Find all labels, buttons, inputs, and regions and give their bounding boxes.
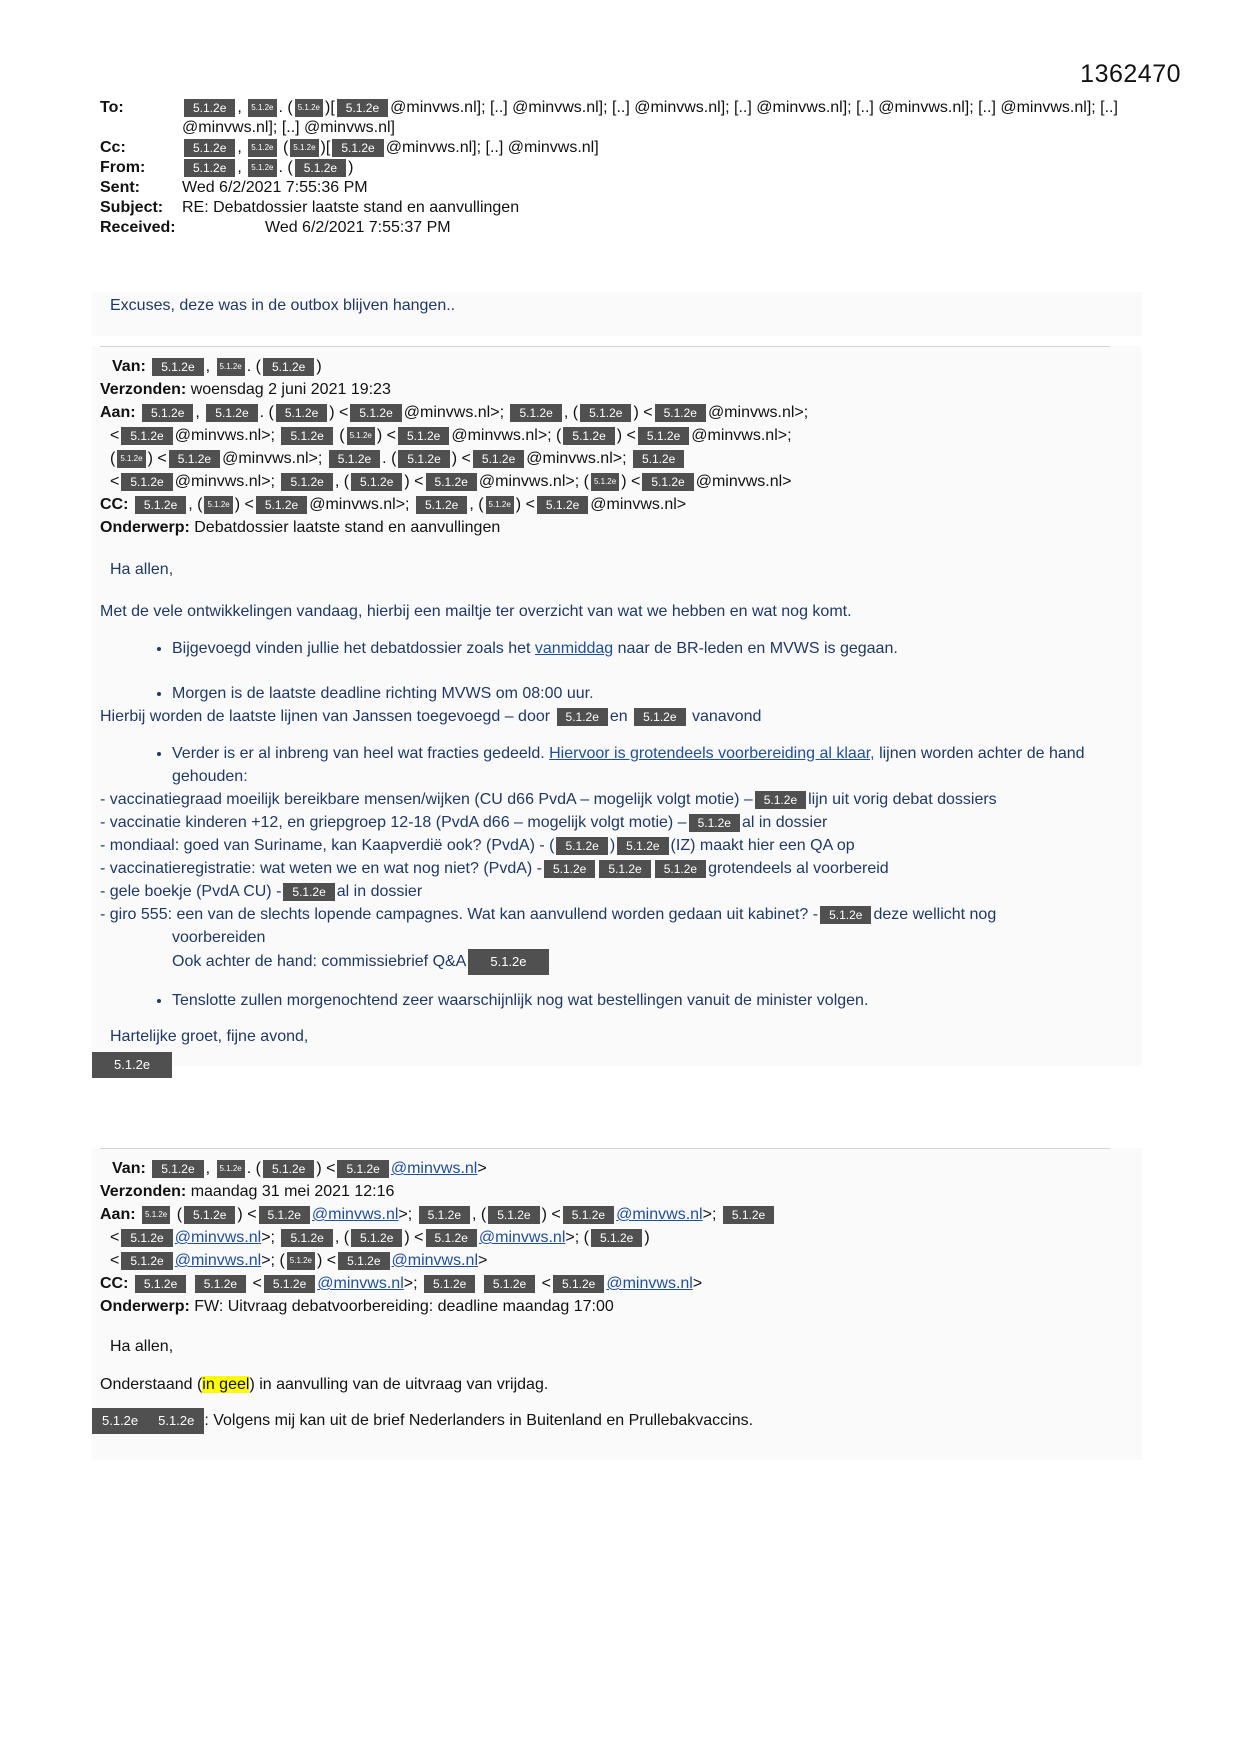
subject-value: RE: Debatdossier laatste stand en aanvullingen	[182, 199, 520, 216]
redaction: 5.1.2e	[617, 837, 668, 855]
intro-block	[92, 292, 1142, 336]
redaction: 5.1.2e	[332, 139, 383, 157]
from-label: From:	[100, 159, 146, 176]
brief-line	[92, 1408, 1142, 1434]
redaction: 5.1.2e	[553, 1275, 604, 1293]
addition-text: ) in aanvulling van de uitvraag van vrijdag.	[249, 1376, 549, 1393]
redaction: 5.1.2e	[281, 1229, 332, 1247]
redaction: 5.1.2e	[121, 427, 172, 445]
redaction: 5.1.2e	[638, 427, 689, 445]
intro-line: Excuses, deze was in de outbox blijven hangen..	[110, 297, 456, 314]
bullet-item	[172, 742, 1142, 788]
redaction: 5.1.2e	[655, 860, 706, 878]
bullet-item: • Morgen is de laatste deadline richting MVWS om 08:00 uur.	[172, 682, 1142, 705]
dash-item	[92, 880, 1142, 903]
redaction: 5.1.2e	[351, 1229, 402, 1247]
from-row	[100, 158, 1150, 178]
email-suffix: @minvws.nl>;	[451, 427, 552, 444]
redaction: 5.1.2e	[169, 450, 220, 468]
sent-value: Wed 6/2/2021 7:55:36 PM	[182, 179, 368, 196]
janssen-text: vanavond	[691, 708, 762, 725]
bullet-list-3	[92, 742, 1142, 788]
redaction: 5.1.2e	[350, 404, 401, 422]
email-suffix: @minvws.nl>;	[478, 473, 580, 490]
bullet-text: Bijgevoegd vinden jullie het debatdossier zoals het	[172, 640, 535, 657]
sent-row	[100, 178, 1150, 198]
redaction: 5.1.2e	[642, 473, 693, 491]
bullet-item: • Tenslotte zullen morgenochtend zeer waarschijnlijk nog wat bestellingen vanuit de minister volgen.	[172, 989, 1142, 1012]
cc-label: CC:	[100, 1275, 129, 1292]
dash-item	[92, 811, 1142, 834]
redaction: 5.1.2e	[295, 159, 346, 177]
dash-item	[92, 788, 1142, 811]
email-link[interactable]: @minvws.nl	[174, 1229, 262, 1246]
dash-item	[92, 834, 1142, 857]
aan-label: Aan:	[100, 404, 136, 421]
email-suffix: @minvws.nl>;	[707, 404, 809, 421]
redaction: 5.1.2e	[723, 1206, 774, 1224]
redaction: 5.1.2e	[426, 473, 477, 491]
redaction: 5.1.2e	[419, 1206, 470, 1224]
sent-label: Sent:	[100, 179, 140, 196]
received-label: Received:	[100, 219, 176, 236]
dash-text: grotendeels al voorbereid	[708, 860, 889, 877]
msg1-meta: Van: 5.1.2e , 5.1.2e . ( 5.1.2e ) Verzonden: woensdag 2 juni 2021 19:23 Aan: 5.1.2e , 5.1.2e . ( 5.1.2e ) < 5.1.2e @minvws.nl>; 5.1.2e , ( 5.1.2e ) < 5.1.2e @minvws.nl>; < 5.1.2e @minvws.nl>; 5.1.2e ( 5.1.2e ) < 5.1.2e @minvws.nl>; ( 5.1.2e ) < 5.1.2e @minvws.nl>; ( 5.1.2e ) < 5.1.2e @minvws.nl>; 5.1.2e . ( 5.1.2e ) < 5.1.2e @minvws.nl>; 5.1.2e < 5.1.2e @minvws.nl>; 5.1.2e , ( 5.1.2e ) < 5.1.2e @minvws.nl>; ( 5.1.2e ) < 5.1.2e @minvws.nl> CC: 5.1.2e , ( 5.1.2e ) < 5.1.2e @minvws.nl>; 5.1.2e , ( 5.1.2e ) < 5.1.2e @minvws.nl> Onderwerp: Debatdossier laatste stand en aanvullingen	[100, 358, 809, 536]
redaction: 5.1.2e	[121, 1229, 172, 1247]
redaction: 5.1.2e	[142, 404, 193, 422]
redaction: 5.1.2e	[217, 1160, 245, 1178]
dash-text: al in dossier	[741, 814, 828, 831]
redaction: 5.1.2e	[416, 496, 467, 514]
to-row	[100, 98, 1150, 138]
bullet-list-4	[92, 989, 1142, 1012]
verzonden-value: woensdag 2 juni 2021 19:23	[190, 381, 391, 398]
to-label: To:	[100, 99, 124, 116]
redaction: 5.1.2e	[281, 473, 332, 491]
subject-label: Subject:	[100, 199, 164, 216]
brief-text: : Volgens mij kan uit de brief Nederlanders in Buitenland en Prullebakvaccins.	[204, 1412, 754, 1430]
email-suffix: @minvws.nl>;	[174, 427, 275, 444]
redaction: 5.1.2e	[634, 708, 685, 726]
greeting: Ha allen,	[110, 1338, 174, 1355]
email-suffix: @minvws.nl>	[695, 473, 792, 490]
verzonden-label: Verzonden:	[100, 381, 187, 398]
bullet-text: lijnen worden achter de hand gehouden:	[172, 745, 1085, 785]
redaction: 5.1.2e	[117, 450, 145, 468]
email-link[interactable]: @minvws.nl	[311, 1206, 399, 1223]
addition-line	[92, 1376, 1142, 1394]
redaction: 5.1.2e	[468, 949, 548, 975]
redaction: 5.1.2e	[351, 473, 402, 491]
redaction: 5.1.2e	[337, 1160, 388, 1178]
redaction: 5.1.2e	[563, 427, 614, 445]
onderwerp-value: FW: Uitvraag debatvoorbereiding: deadline maandag 17:00	[194, 1298, 614, 1315]
redaction: 5.1.2e	[263, 1160, 314, 1178]
dash-text: al in dossier	[336, 883, 423, 900]
dash-text: - giro 555: een van de slechts lopende campagnes. Wat kan aanvullend worden gedaan uit kabinet? -	[100, 906, 819, 923]
received-row	[100, 218, 1150, 238]
to-recipients: @minvws.nl]; [..] @minvws.nl]; [..] @minvws.nl]; [..] @minvws.nl]; [..] @minvws.nl]; [..] @minvws.nl]; [..] @minvws.nl]; [..] @minvws.nl]	[182, 99, 1118, 136]
email-link[interactable]: @minvws.nl	[478, 1229, 566, 1246]
redaction: 5.1.2e	[92, 1052, 172, 1078]
email-link[interactable]: @minvws.nl	[390, 1160, 478, 1177]
redaction: 5.1.2e	[486, 496, 514, 514]
redaction: 5.1.2e	[398, 450, 449, 468]
redaction: 5.1.2e	[563, 1206, 614, 1224]
email-link[interactable]: @minvws.nl	[606, 1275, 693, 1292]
redaction: 5.1.2e	[537, 496, 588, 514]
redaction: 5.1.2e	[510, 404, 561, 422]
onderwerp-label: Onderwerp:	[100, 1298, 190, 1315]
dash-text: - gele boekje (PvdA CU) -	[100, 883, 282, 900]
preparation-link[interactable]: Hiervoor is grotendeels voorbereiding al klaar,	[549, 745, 875, 762]
dash-continuation: voorbereiden	[172, 929, 266, 946]
redaction: 5.1.2e	[591, 1229, 642, 1247]
closing: Hartelijke groet, fijne avond,	[110, 1028, 309, 1045]
janssen-line	[92, 705, 1142, 728]
cc-row	[100, 138, 1150, 158]
redaction: 5.1.2e	[283, 883, 334, 901]
greeting: Ha allen,	[110, 561, 174, 578]
redaction: 5.1.2e	[295, 99, 323, 117]
redaction: 5.1.2e	[488, 1206, 539, 1224]
redaction: 5.1.2e	[248, 99, 276, 117]
redaction: 5.1.2e	[599, 860, 650, 878]
email-link[interactable]: @minvws.nl	[317, 1275, 404, 1292]
dash-text: - vaccinatiegraad moeilijk bereikbare mensen/wijken (CU d66 PvdA – mogelijk volgt motie) –	[100, 791, 753, 808]
dash-text: Ook achter de hand: commissiebrief Q&A	[172, 953, 467, 971]
dash-text: (IZ) maakt hier een QA op	[670, 837, 855, 854]
redaction: 5.1.2e	[347, 427, 375, 445]
email-suffix: @minvws.nl>	[590, 496, 687, 513]
email-suffix: @minvws.nl>;	[403, 404, 505, 421]
email-suffix: @minvws.nl>;	[526, 450, 627, 467]
redaction: 5.1.2e	[424, 1275, 475, 1293]
redaction: 5.1.2e	[426, 1229, 477, 1247]
dash-text: deze wellicht nog	[873, 906, 997, 923]
redaction: 5.1.2e	[655, 404, 706, 422]
dash-item	[92, 949, 1142, 975]
redaction: 5.1.2e	[206, 404, 257, 422]
redaction: 5.1.2e	[287, 1252, 315, 1270]
separator	[100, 346, 1110, 347]
bullet-text: naar de BR-leden en MVWS is gegaan.	[613, 640, 898, 657]
redaction: 5.1.2e	[248, 159, 276, 177]
redaction: 5.1.2e	[557, 708, 608, 726]
email-suffix: @minvws.nl>;	[691, 427, 792, 444]
redaction: 5.1.2e	[184, 139, 235, 157]
subject-row	[100, 198, 1150, 218]
document-number: 1362470	[1080, 60, 1181, 88]
separator	[100, 1148, 1110, 1149]
redaction: 5.1.2e	[204, 496, 232, 514]
van-label: Van:	[112, 1160, 146, 1177]
aan-label: Aan:	[100, 1206, 136, 1223]
redaction: 5.1.2e	[248, 139, 276, 157]
redaction: 5.1.2e	[121, 473, 172, 491]
dash-item	[92, 857, 1142, 880]
redaction: 5.1.2e	[473, 450, 524, 468]
email-link[interactable]: @minvws.nl	[174, 1252, 262, 1269]
redaction: 5.1.2e	[195, 1275, 246, 1293]
redaction: 5.1.2e	[259, 1206, 310, 1224]
redaction: 5.1.2e	[281, 427, 332, 445]
message-2	[92, 1148, 1142, 1460]
overview-line: Met de vele ontwikkelingen vandaag, hierbij een mailtje ter overzicht van wat we hebben en wat nog komt.	[100, 603, 852, 620]
dash-text: )	[609, 837, 616, 854]
janssen-text: en	[609, 708, 628, 725]
redaction: 5.1.2e	[184, 1206, 235, 1224]
redaction: 5.1.2e	[135, 1275, 186, 1293]
dash-text: - vaccinatie kinderen +12, en griepgroep 12-18 (PvdA d66 – mogelijk volgt motie) –	[100, 814, 687, 831]
message-1	[92, 346, 1142, 1072]
redaction: 5.1.2e	[148, 1408, 204, 1434]
redaction: 5.1.2e	[92, 1408, 148, 1434]
email-link[interactable]: @minvws.nl	[391, 1252, 478, 1269]
onderwerp-value: Debatdossier laatste stand en aanvullingen	[194, 519, 501, 536]
redaction: 5.1.2e	[290, 139, 318, 157]
redaction: 5.1.2e	[135, 496, 186, 514]
dash-text: - mondiaal: goed van Suriname, kan Kaapverdië ook? (PvdA) - (	[100, 837, 555, 854]
bullet-list-1	[92, 637, 1142, 660]
dash-item	[92, 903, 1142, 926]
email-link[interactable]: @minvws.nl	[616, 1206, 703, 1223]
redaction: 5.1.2e	[152, 358, 203, 376]
redaction: 5.1.2e	[142, 1206, 170, 1224]
redaction: 5.1.2e	[484, 1275, 535, 1293]
redaction: 5.1.2e	[264, 1275, 315, 1293]
redaction: 5.1.2e	[633, 450, 684, 468]
redaction: 5.1.2e	[580, 404, 631, 422]
redaction: 5.1.2e	[755, 791, 806, 809]
redaction: 5.1.2e	[184, 159, 235, 177]
email-suffix: @minvws.nl>;	[222, 450, 323, 467]
redaction: 5.1.2e	[338, 1252, 389, 1270]
redaction: 5.1.2e	[184, 99, 235, 117]
redaction: 5.1.2e	[689, 814, 740, 832]
janssen-text: Hierbij worden de laatste lijnen van Janssen toegevoegd – door	[100, 708, 551, 725]
email-suffix: @minvws.nl>;	[309, 496, 410, 513]
to-value: 5.1.2e , 5.1.2e . ( 5.1.2e )[ 5.1.2e @minvws.nl]; [..] @minvws.nl]; [..] @minvws.nl]; [..] @minvws.nl]; [..] @minvws.nl]; [..] @minvws.nl]; [..] @minvws.nl]; [..] @minvws.nl]	[182, 99, 1118, 136]
email-suffix: @minvws.nl>;	[174, 473, 275, 490]
cc-label: Cc:	[100, 139, 126, 156]
bullet-text: Verder is er al inbreng van heel wat fracties gedeeld.	[172, 745, 550, 762]
addition-text: Onderstaand (	[100, 1376, 203, 1393]
redaction: 5.1.2e	[263, 358, 314, 376]
redaction: 5.1.2e	[544, 860, 595, 878]
from-value: 5.1.2e , 5.1.2e . ( 5.1.2e )	[182, 158, 353, 178]
cc-label: CC:	[100, 496, 129, 513]
email-header	[100, 98, 1150, 238]
highlight-in-geel: in geel	[202, 1376, 250, 1393]
vanmiddag-link[interactable]: vanmiddag	[534, 640, 614, 657]
redaction: 5.1.2e	[329, 450, 380, 468]
redaction: 5.1.2e	[256, 496, 307, 514]
bullet-list-2	[92, 682, 1142, 705]
msg2-meta: Van: 5.1.2e , 5.1.2e . ( 5.1.2e ) < 5.1.2e @minvws.nl> Verzonden: maandag 31 mei 2021 12:16 Aan: 5.1.2e ( 5.1.2e ) < 5.1.2e @minvws.nl>; 5.1.2e , ( 5.1.2e ) < 5.1.2e @minvws.nl>; 5.1.2e < 5.1.2e @minvws.nl>; 5.1.2e , ( 5.1.2e ) < 5.1.2e @minvws.nl>; ( 5.1.2e ) < 5.1.2e @minvws.nl>; ( 5.1.2e ) < 5.1.2e @minvws.nl> CC: 5.1.2e 5.1.2e < 5.1.2e @minvws.nl>; 5.1.2e 5.1.2e < 5.1.2e @minvws.nl> Onderwerp: FW: Uitvraag debatvoorbereiding: deadline maandag 17:00	[92, 1157, 1142, 1318]
redaction: 5.1.2e	[591, 473, 619, 491]
redaction: 5.1.2e	[152, 1160, 203, 1178]
redaction: 5.1.2e	[398, 427, 449, 445]
received-value: Wed 6/2/2021 7:55:37 PM	[265, 219, 451, 236]
signature	[92, 1052, 1142, 1078]
verzonden-label: Verzonden:	[100, 1183, 187, 1200]
redaction: 5.1.2e	[276, 404, 327, 422]
verzonden-value: maandag 31 mei 2021 12:16	[190, 1183, 395, 1200]
van-label: Van:	[112, 358, 146, 375]
dash-text: - vaccinatieregistratie: wat weten we en wat nog niet? (PvdA) -	[100, 860, 542, 877]
cc-recipients: @minvws.nl]; [..] @minvws.nl]	[385, 139, 599, 156]
cc-value: 5.1.2e , 5.1.2e ( 5.1.2e )[ 5.1.2e @minvws.nl]; [..] @minvws.nl]	[182, 138, 599, 158]
redaction: 5.1.2e	[556, 837, 607, 855]
redaction: 5.1.2e	[820, 906, 871, 924]
dash-text: lijn uit vorig debat dossiers	[808, 791, 997, 808]
redaction: 5.1.2e	[337, 99, 388, 117]
redaction: 5.1.2e	[217, 358, 245, 376]
bullet-item	[172, 637, 1142, 660]
redaction: 5.1.2e	[121, 1252, 172, 1270]
onderwerp-label: Onderwerp:	[100, 519, 190, 536]
